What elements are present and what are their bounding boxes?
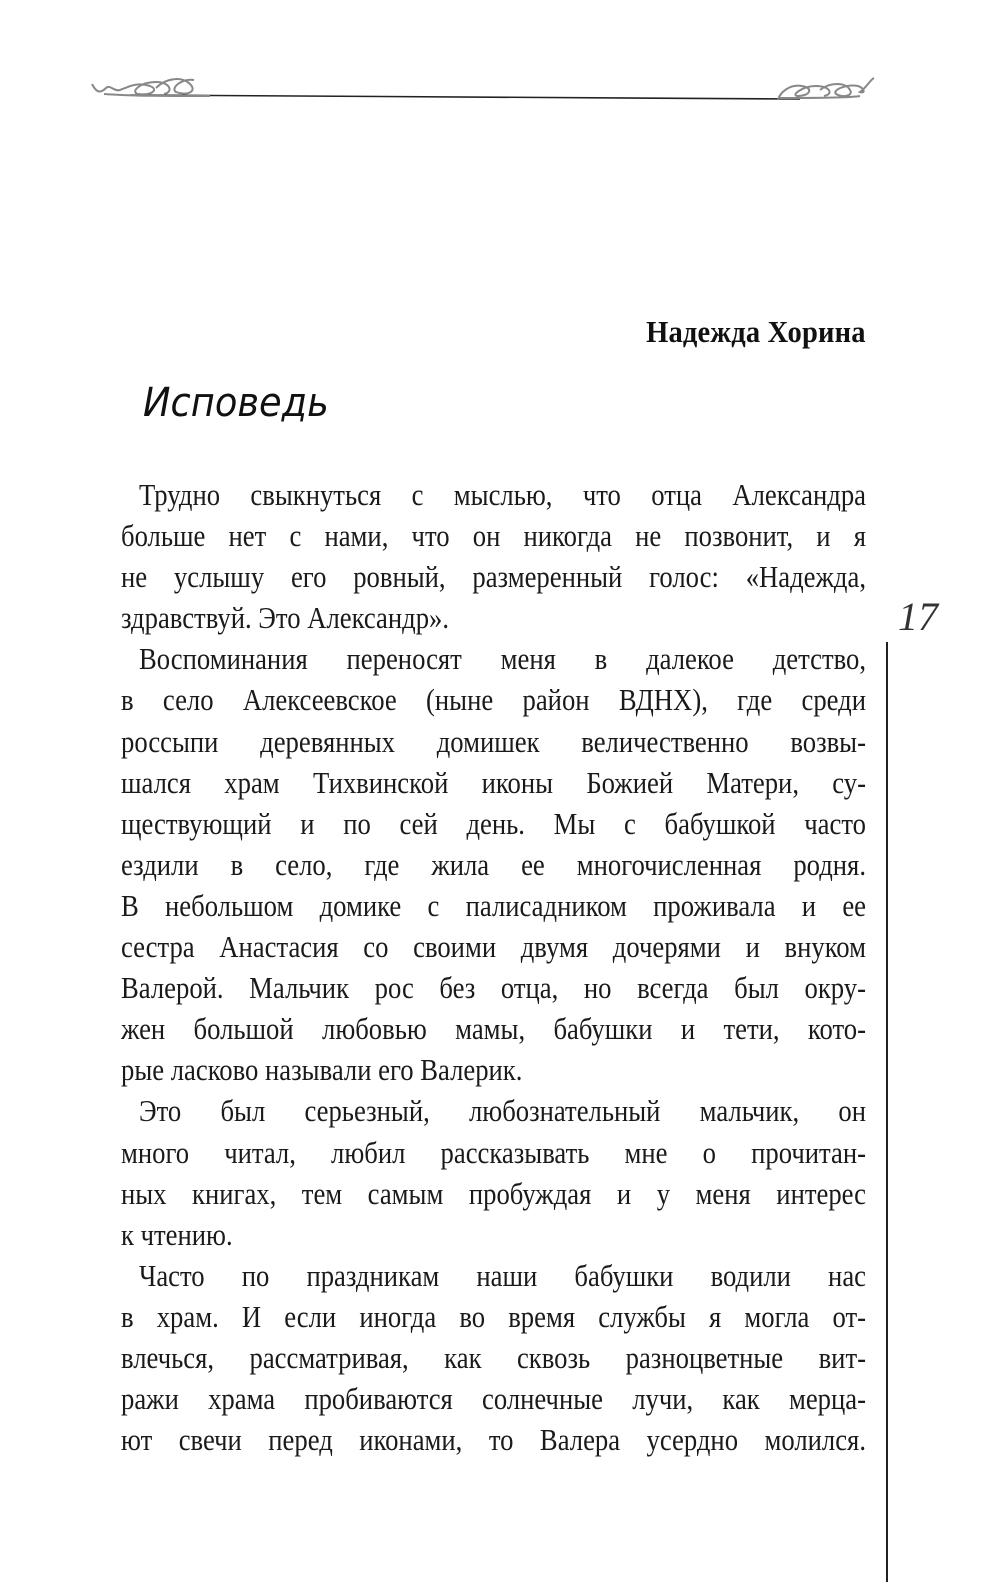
text-line: не услышу его ровный, размеренный голос: «Надежда, (121, 559, 866, 595)
text-line: ражи храма пробиваются солнечные лучи, как мерца- (121, 1381, 866, 1417)
text-line: к чтению. (121, 1216, 233, 1252)
author-name: Надежда Хорина (646, 314, 866, 349)
chapter-title: Исповедь (143, 380, 329, 426)
text-line: сестра Анастасия со своими двумя дочерями и внуком (121, 929, 866, 965)
text-line: в село Алексеевское (ныне район ВДНХ), где среди (121, 682, 866, 718)
vine-ornament-icon (90, 62, 880, 102)
text-line: россыпи деревянных домишек величественно возвы- (121, 723, 866, 759)
text-line: шался храм Тихвинской иконы Божией Матери, су- (121, 764, 866, 800)
text-line: много читал, любил рассказывать мне о прочитан- (121, 1134, 866, 1170)
text-line: жен большой любовью мамы, бабушки и тети, кото- (121, 1011, 866, 1047)
text-line: Воспоминания переносят меня в далекое детство, (139, 641, 866, 677)
text-line: ют свечи перед иконами, то Валера усердно молился. (121, 1422, 866, 1458)
text-line: В небольшом домике с палисадником проживала и ее (121, 887, 866, 923)
text-line: Часто по праздникам наши бабушки водили нас (139, 1257, 866, 1293)
text-line: влечься, рассматривая, как сквозь разноцветные вит- (121, 1339, 866, 1375)
body-text (121, 474, 866, 1460)
text-line: Валерой. Мальчик рос без отца, но всегда был окру- (121, 970, 866, 1006)
text-line: ездили в село, где жила ее многочисленная родня. (121, 846, 866, 882)
text-line: в храм. И если иногда во время службы я могла от- (121, 1298, 866, 1334)
text-line: ществующий и по сей день. Мы с бабушкой часто (121, 805, 866, 841)
text-line: здравствуй. Это Александр». (121, 600, 450, 636)
text-line: больше нет с нами, что он никогда не позвонит, и я (121, 518, 866, 554)
text-line: ных книгах, тем самым пробуждая и у меня интерес (121, 1175, 866, 1211)
text-line: рые ласково называли его Валерик. (121, 1052, 523, 1088)
page-number: 17 (898, 594, 938, 639)
text-line: Трудно свыкнуться с мыслью, что отца Александра (139, 477, 866, 512)
text-line: Это был серьезный, любознательный мальчик, он (139, 1093, 866, 1129)
header-ornament-rule (90, 62, 880, 102)
margin-rule (886, 642, 888, 1582)
